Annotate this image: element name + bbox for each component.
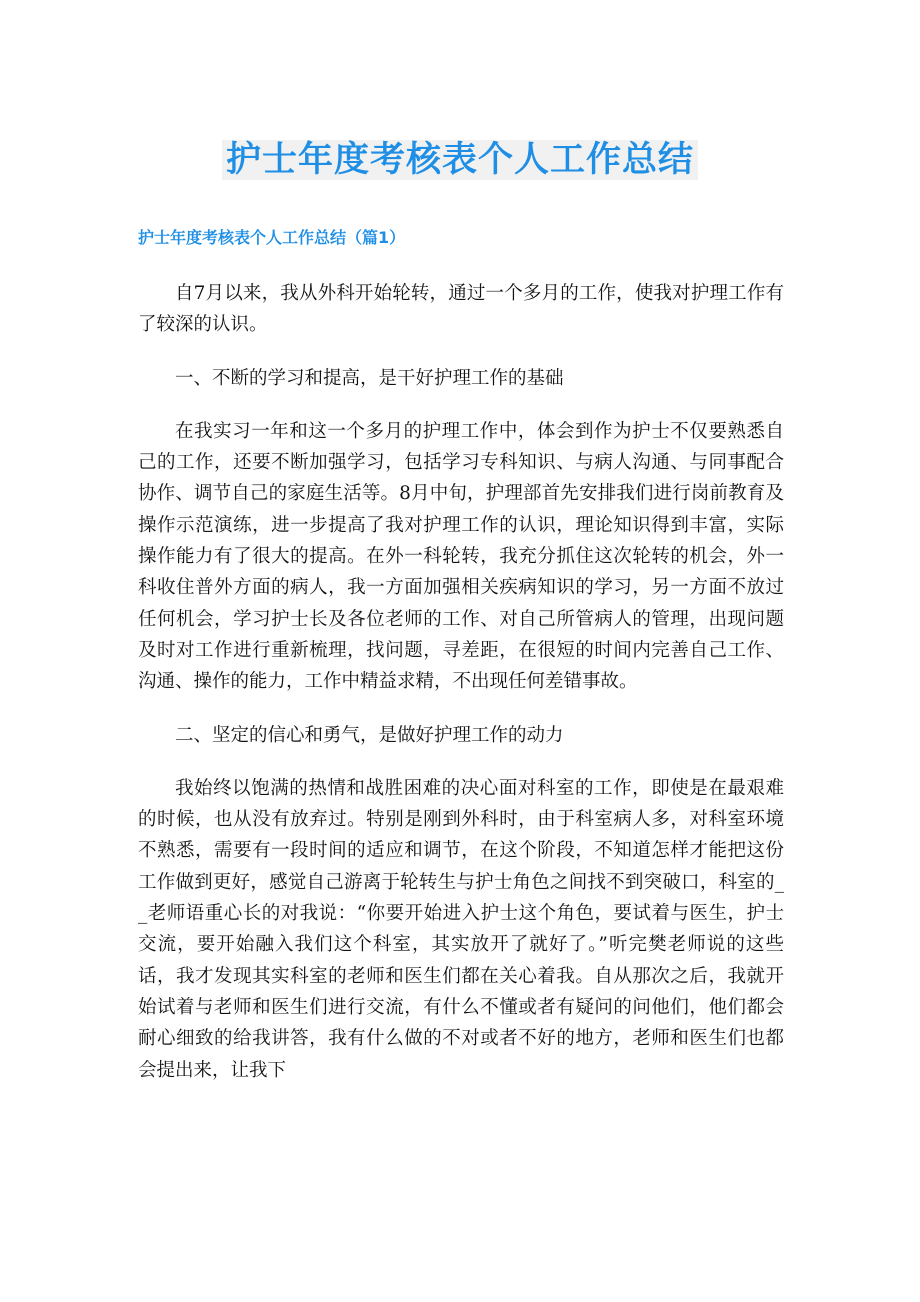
paragraph-section-1: 在我实习一年和这一个多月的护理工作中，体会到作为护士不仅要熟悉自己的工作，还要不断加强学习，包括学习专科知识、与病人沟通、与同事配合协作、调节自己的家庭生活等。8月中旬，护理部首先安排我们进行岗前教育及操作示范演练，进一步提高了我对护理工作的认识，理论知识得到丰富，实际操作能力有了很大的提高。在外一科轮转，我充分抓住这次轮转的机会，外一科收住普外方面的病人，我一方面加强相关疾病知识的学习，另一方面不放过任何机会，学习护士长及各位老师的工作、对自己所管病人的管理，出现问题及时对工作进行重新梳理，找问题，寻差距，在很短的时间内完善自己工作、沟通、操作的能力，工作中精益求精，不出现任何差错事故。 [138,420,784,693]
document-body [138,278,784,1108]
section-heading-1: 一、不断的学习和提高，是干好护理工作的基础 [175,367,564,389]
section-heading-2: 二、坚定的信心和勇气，是做好护理工作的动力 [175,724,564,746]
document-title [0,134,920,186]
section-subtitle: 护士年度考核表个人工作总结（篇1） [138,228,406,247]
paragraph-intro: 自7月以来，我从外科开始轮转，通过一个多月的工作，使我对护理工作有了较深的认识。 [138,283,784,336]
paragraph-section-2: 我始终以饱满的热情和战胜困难的决心面对科室的工作，即使是在最艰难的时候，也从没有放弃过。特别是刚到外科时，由于科室病人多，对科室环境不熟悉，需要有一段时间的适应和调节，在这个阶段，不知道怎样才能把这份工作做到更好，感觉自己游离于轮转生与护士角色之间找不到突破口，科室的__老师语重心长的对我说：“你要开始进入护士这个角色，要试着与医生，护士交流，要开始融入我们这个科室，其实放开了就好了。”听完樊老师说的这些话，我才发现其实科室的老师和医生们都在关心着我。自从那次之后，我就开始试着与老师和医生们进行交流，有什么不懂或者有疑问的问他们，他们都会耐心细致的给我讲答，我有什么做的不对或者不好的地方，老师和医生们也都会提出来，让我下 [138,777,784,1081]
document-title-text: 护士年度考核表个人工作总结 [222,140,698,180]
